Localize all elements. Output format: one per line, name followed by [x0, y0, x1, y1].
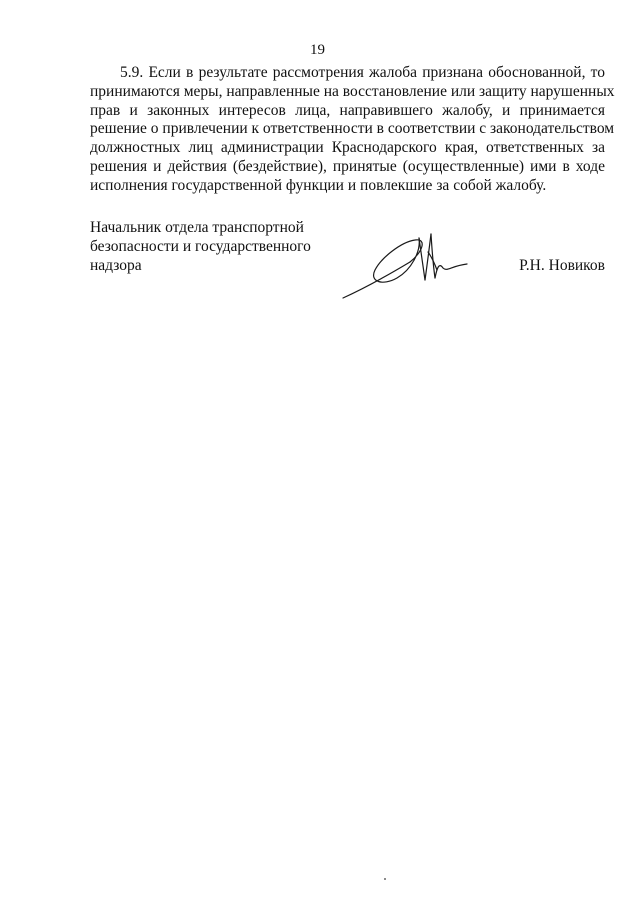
handwritten-signature — [335, 222, 475, 304]
signer-title-line: Начальник отдела транспортной — [90, 219, 304, 236]
paragraph-5-9 — [90, 64, 615, 196]
paragraph-line: исполнения государственной функции и повлекшие за собой жалобу. — [90, 176, 547, 194]
paragraph-line: принимаются меры, направленные на восстановление или защиту нарушенных — [90, 82, 615, 100]
paragraph-line: решения и действия (бездействие), принятые (осуществленные) ими в ходе — [90, 157, 605, 175]
paragraph-line: должностных лиц администрации Краснодарского края, ответственных за — [90, 139, 605, 157]
signer-title-line: безопасности и государственного — [90, 237, 311, 255]
signer-title-line: надзора — [90, 256, 142, 274]
page-number: 19 — [310, 42, 325, 58]
paragraph-line: решение о привлечении к ответственности в соответствии с законодательством — [90, 120, 615, 138]
scan-speck — [384, 878, 386, 880]
paragraph-line: прав и законных интересов лица, направившего жалобу, и принимается — [90, 101, 605, 119]
signer-name: Р.Н. Новиков — [519, 257, 605, 274]
paragraph-line: 5.9. Если в результате рассмотрения жалоба признана обоснованной, то — [120, 64, 605, 81]
signer-title — [90, 219, 311, 275]
